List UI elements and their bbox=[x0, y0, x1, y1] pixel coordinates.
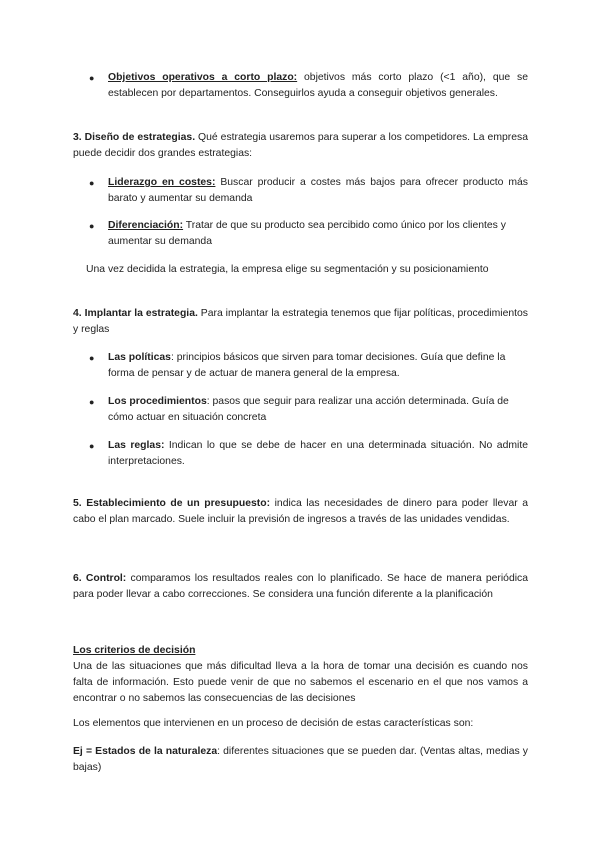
bullet-term: Liderazgo en costes: bbox=[108, 177, 216, 188]
section-3-text: Qué estrategia usaremos para superar a los competidores. La empresa puede decidir dos grandes estrategias: bbox=[73, 132, 528, 159]
section-5-paragraph bbox=[73, 496, 528, 528]
bullet-icon: ● bbox=[89, 178, 95, 188]
bullet-term: Las políticas bbox=[108, 352, 171, 363]
list-item bbox=[89, 350, 528, 382]
bullet-term: Objetivos operativos a corto plazo: bbox=[108, 72, 298, 83]
example-term: Ej = Estados de la naturaleza bbox=[73, 746, 218, 757]
bullet-text: Buscar producir a costes más bajos para ofrecer producto más barato y aumentar su demanda bbox=[108, 177, 528, 204]
section-4-text: Para implantar la estrategia tenemos que fijar políticas, procedimientos y reglas bbox=[73, 308, 528, 335]
list-item bbox=[89, 175, 528, 207]
criterios-paragraph-2: Los elementos que intervienen en un proceso de decisión de estas características son: bbox=[73, 718, 474, 729]
bullet-term: Diferenciación: bbox=[108, 220, 184, 231]
list-item bbox=[89, 70, 528, 102]
section-6-text: comparamos los resultados reales con lo planificado. Se hace de manera periódica para poder llevar a cabo correcciones. Se considera una función diferente a la planificación bbox=[73, 573, 528, 600]
bullet-text: : pasos que seguir para realizar una acción determinada. Guía de cómo actuar en situación concreta bbox=[108, 396, 509, 423]
section-4-heading: 4. Implantar la estrategia. bbox=[73, 308, 198, 319]
criterios-heading: Los criterios de decisión bbox=[73, 645, 196, 656]
bullet-icon: ● bbox=[89, 441, 95, 451]
section-3-heading: 3. Diseño de estrategias. bbox=[73, 132, 196, 143]
bullet-text: Tratar de que su producto sea percibido como único por los clientes y aumentar su demanda bbox=[108, 220, 506, 247]
bullet-term: Los procedimientos bbox=[108, 396, 207, 407]
bullet-icon: ● bbox=[89, 73, 95, 83]
list-item bbox=[89, 394, 528, 426]
bullet-term: Las reglas: bbox=[108, 440, 165, 451]
section-3-paragraph bbox=[73, 130, 528, 162]
section-6-paragraph bbox=[73, 571, 528, 603]
list-item bbox=[89, 218, 528, 250]
bullet-icon: ● bbox=[89, 397, 95, 407]
bullet-text: : principios básicos que sirven para tomar decisiones. Guía que define la forma de pensar y de actuar de manera general de la empresa. bbox=[108, 352, 506, 379]
bullet-text: objetivos más corto plazo (<1 año), que se establecen por departamentos. Conseguirlos ayuda a conseguir objetivos generales. bbox=[108, 72, 528, 99]
criterios-example bbox=[73, 744, 528, 776]
section-3-note: Una vez decidida la estrategia, la empresa elige su segmentación y su posicionamiento bbox=[86, 264, 489, 275]
section-5-heading: 5. Establecimiento de un presupuesto: bbox=[73, 498, 271, 509]
section-5-text: indica las necesidades de dinero para poder llevar a cabo el plan marcado. Suele incluir la previsión de ingresos a través de las unidades vendidas. bbox=[73, 498, 528, 525]
section-4-paragraph bbox=[73, 306, 528, 338]
section-6-heading: 6. Control: bbox=[73, 573, 127, 584]
list-item bbox=[89, 438, 528, 470]
bullet-text: Indican lo que se debe de hacer en una determinada situación. No admite interpretaciones. bbox=[108, 440, 528, 467]
bullet-icon: ● bbox=[89, 353, 95, 363]
example-text: : diferentes situaciones que se pueden dar. (Ventas altas, medias y bajas) bbox=[73, 746, 528, 773]
criterios-paragraph-1: Una de las situaciones que más dificultad lleva a la hora de tomar una decisión es cuando nos falta de información. Esto puede venir de que no sabemos el escenario en el que nos vamos a encontrar o no sabemos las consecuencias de las decisiones bbox=[73, 661, 528, 704]
bullet-icon: ● bbox=[89, 221, 95, 231]
